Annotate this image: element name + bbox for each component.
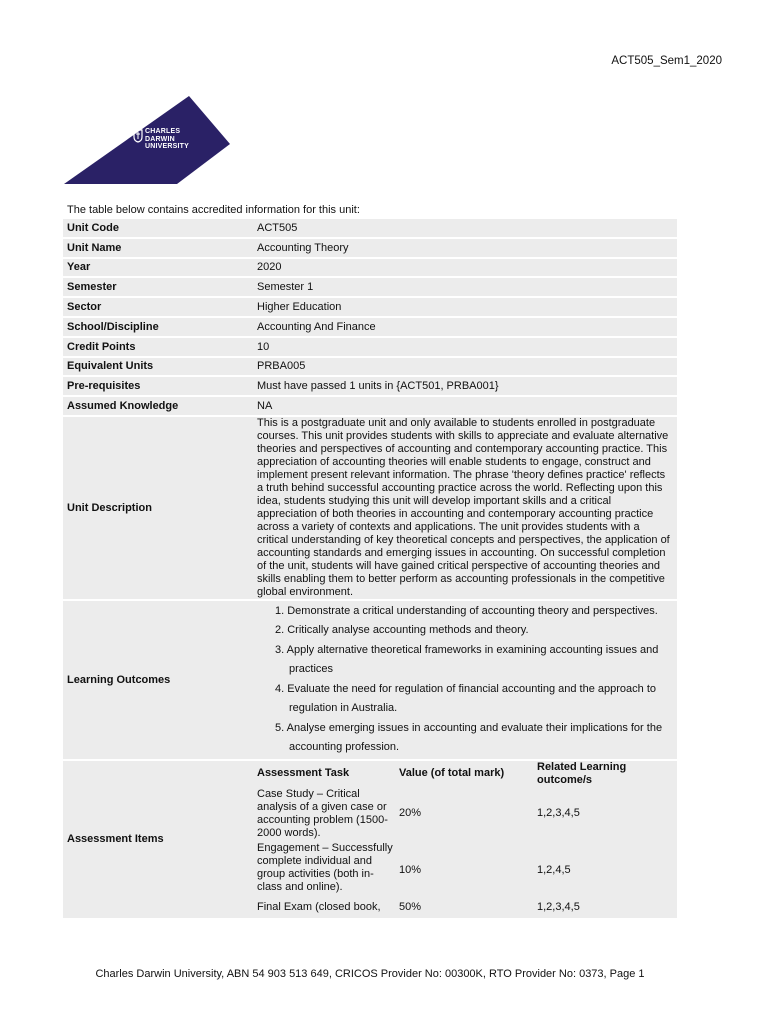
table-row	[63, 298, 677, 316]
assessment-header-row	[255, 761, 675, 787]
logo-line-3: UNIVERSITY	[145, 143, 190, 150]
row-label: Equivalent Units	[63, 358, 253, 376]
assessment-task: Engagement – Successfully complete individual and group activities (both in-class and online).	[257, 841, 393, 893]
table-row	[63, 358, 677, 376]
row-label: Pre-requisites	[63, 377, 253, 395]
page-footer: Charles Darwin University, ABN 54 903 513 649, CRICOS Provider No: 00300K, RTO Provider No: 0373, Page 1	[95, 968, 645, 980]
shield-icon	[133, 129, 143, 143]
row-label: Learning Outcomes	[63, 601, 253, 759]
assessment-outcomes: 1,2,3,4,5	[537, 901, 580, 914]
assessment-cell	[253, 761, 677, 918]
row-label: Unit Description	[63, 417, 253, 599]
table-row	[255, 787, 675, 841]
assessment-value: 50%	[399, 901, 422, 914]
list-item: 2. Critically analyse accounting methods and theory.	[275, 624, 529, 637]
row-label: Assessment Items	[63, 761, 253, 918]
list-item: 5. Analyse emerging issues in accounting and evaluate their implications for the accounting profession.	[275, 721, 663, 754]
column-header: Value (of total mark)	[399, 767, 505, 780]
assessment-value: 20%	[399, 807, 422, 820]
unit-description-text: This is a postgraduate unit and only available to students enrolled in postgraduate courses. This unit provides students with skills to appreciate and evaluate alternative theories and perspectives of accounting and contemporary accounting practice. This appreciation of accounting theories will enable students to engage, construct and implement present relevant information. The phrase 'theory defines practice' reflects a truth behind successful accounting practice across the world. Reflecting upon this idea, students studying this unit will develop important skills and a critical appreciation of both theories in accounting and contemporary accounting practice across a variety of contexts and applications. The unit provides students with a critical understanding of key theoretical concepts and perspectives, the application of accounting standards and emerging issues in accounting. On successful completion of the unit, students will have gained critical perspective of accounting theories and skills enabling them to better perform as accounting professionals in the competitive global environment.	[253, 417, 677, 599]
list-item: 3. Apply alternative theoretical frameworks in examining accounting issues and practices	[275, 643, 659, 676]
document-code: ACT505_Sem1_2020	[611, 55, 722, 67]
row-value: ACT505	[253, 219, 677, 237]
table-row	[63, 239, 677, 257]
row-label: Credit Points	[63, 338, 253, 356]
row-value: NA	[253, 397, 677, 415]
list-item: 4. Evaluate the need for regulation of financial accounting and the approach to regulation in Australia.	[275, 682, 656, 715]
column-header: Assessment Task	[257, 767, 350, 780]
unit-info-table	[63, 217, 677, 920]
row-value: 2020	[253, 259, 677, 277]
table-row	[63, 219, 677, 237]
list-item: 1. Demonstrate a critical understanding of accounting theory and perspectives.	[275, 604, 658, 617]
row-value: Higher Education	[253, 298, 677, 316]
intro-text: The table below contains accredited information for this unit:	[67, 204, 360, 216]
row-label: Semester	[63, 278, 253, 296]
table-row	[63, 259, 677, 277]
logo-line-1: CHARLES	[145, 128, 181, 135]
assessment-items-row	[63, 761, 677, 918]
row-label: Sector	[63, 298, 253, 316]
assessment-table	[255, 761, 675, 916]
logo-line-2: DARWIN	[145, 135, 175, 143]
row-label: School/Discipline	[63, 318, 253, 336]
row-value: Must have passed 1 units in {ACT501, PRBA001}	[253, 377, 677, 395]
row-value: Semester 1	[253, 278, 677, 296]
learning-outcomes-row	[63, 601, 677, 759]
row-value: Accounting Theory	[253, 239, 677, 257]
assessment-task: Final Exam (closed book,	[257, 901, 381, 914]
row-value: 10	[253, 338, 677, 356]
table-row	[63, 278, 677, 296]
table-row	[63, 377, 677, 395]
assessment-outcomes: 1,2,3,4,5	[537, 807, 580, 820]
assessment-task: Case Study – Critical analysis of a given case or accounting problem (1500-2000 words).	[257, 787, 388, 839]
row-value: PRBA005	[253, 358, 677, 376]
table-row	[63, 338, 677, 356]
learning-outcomes-list	[257, 602, 673, 758]
table-row	[255, 841, 675, 900]
row-label: Unit Code	[63, 219, 253, 237]
row-label: Assumed Knowledge	[63, 397, 253, 415]
row-label: Unit Name	[63, 239, 253, 257]
row-label: Year	[63, 259, 253, 277]
column-header: Related Learning outcome/s	[537, 760, 627, 786]
learning-outcomes-cell	[253, 601, 677, 759]
unit-description-row	[63, 417, 677, 599]
logo-wordmark	[145, 128, 189, 151]
assessment-outcomes: 1,2,4,5	[537, 863, 571, 876]
table-row	[63, 318, 677, 336]
table-row	[63, 397, 677, 415]
assessment-value: 10%	[399, 863, 422, 876]
row-value: Accounting And Finance	[253, 318, 677, 336]
table-row	[255, 900, 675, 916]
